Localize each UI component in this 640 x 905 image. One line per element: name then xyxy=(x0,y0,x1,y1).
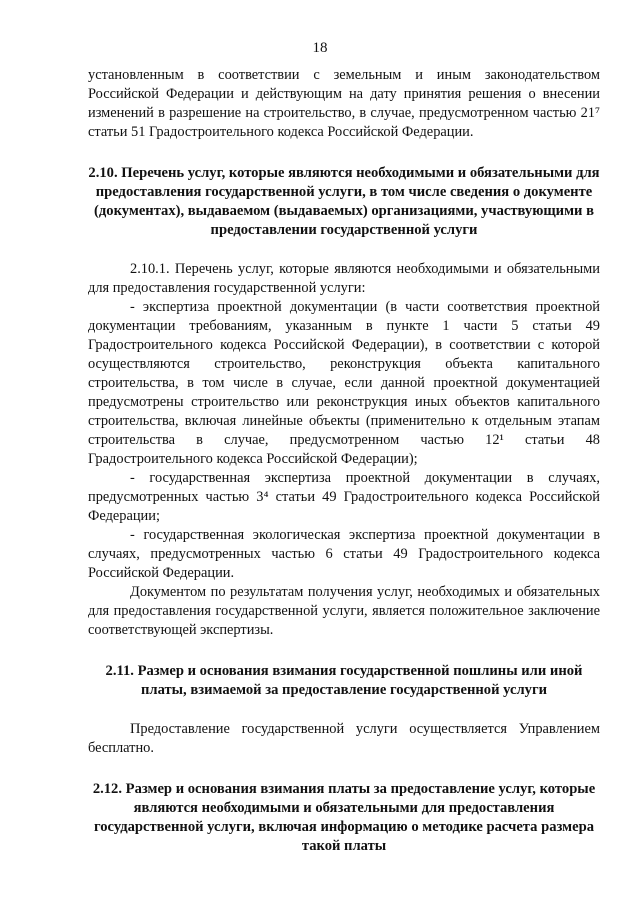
paragraph-2-11: Предоставление государственной услуги осуществляется Управлением бесплатно. xyxy=(88,721,600,756)
list-item-expertise: - экспертиза проектной документации (в части соответствия проектной документации требованиям, указанным в пункте 1 части 5 статьи 49 Градостроительного кодекса Российской Федерации), в соответствии с которой осуществляются строительство, реконструкция объекта капитального строительства, в том числе в случае, если данной проектной документацией предусмотрены строительство или реконструкция иных объектов капитального строительства, включая линейные объекты (применительно к отдельным этапам строительства в случае, предусмотренном частью 12¹ статьи 48 Градостроительного кодекса Российской Федерации); xyxy=(88,299,600,467)
paragraph-2-10-1: 2.10.1. Перечень услуг, которые являются необходимыми и обязательными для предоставления государственной услуги: xyxy=(88,261,600,296)
list-item-state-expertise: - государственная экспертиза проектной документации в случаях, предусмотренных частью 3⁴ статьи 49 Градостроительного кодекса Российской Федерации; xyxy=(88,470,600,524)
list-item-ecological-expertise: - государственная экологическая экспертиза проектной документации в случаях, предусмотренных частью 6 статьи 49 Градостроительного кодекса Российской Федерации. xyxy=(88,527,600,581)
page-number: 18 xyxy=(312,40,328,56)
document-body xyxy=(88,66,600,876)
paragraph-result-document: Документом по результатам получения услуг, необходимых и обязательных для предоставления государственной услуги, является положительное заключение соответствующей экспертизы. xyxy=(88,584,600,638)
section-heading-2-10: 2.10. Перечень услуг, которые являются необходимыми и обязательными для предоставления государственной услуги, в том числе сведения о документе (документах), выдаваемом (выдаваемых) организациями, участвующими в предоставлении государственной услуги xyxy=(88,165,600,238)
section-heading-2-12: 2.12. Размер и основания взимания платы за предоставление услуг, которые являются необходимыми и обязательными для предоставления государственной услуги, включая информацию о методике расчета размера такой платы xyxy=(92,781,596,854)
paragraph-intro: установленным в соответствии с земельным и иным законодательством Российской Федерации и действующим на дату принятия решения о внесении изменений в разрешение на строительство, в случае, предусмотренном частью 21⁷ статьи 51 Градостроительного кодекса Российской Федерации. xyxy=(88,67,600,140)
section-heading-2-11: 2.11. Размер и основания взимания государственной пошлины или иной платы, взимаемой за предоставление государственной услуги xyxy=(105,663,583,698)
